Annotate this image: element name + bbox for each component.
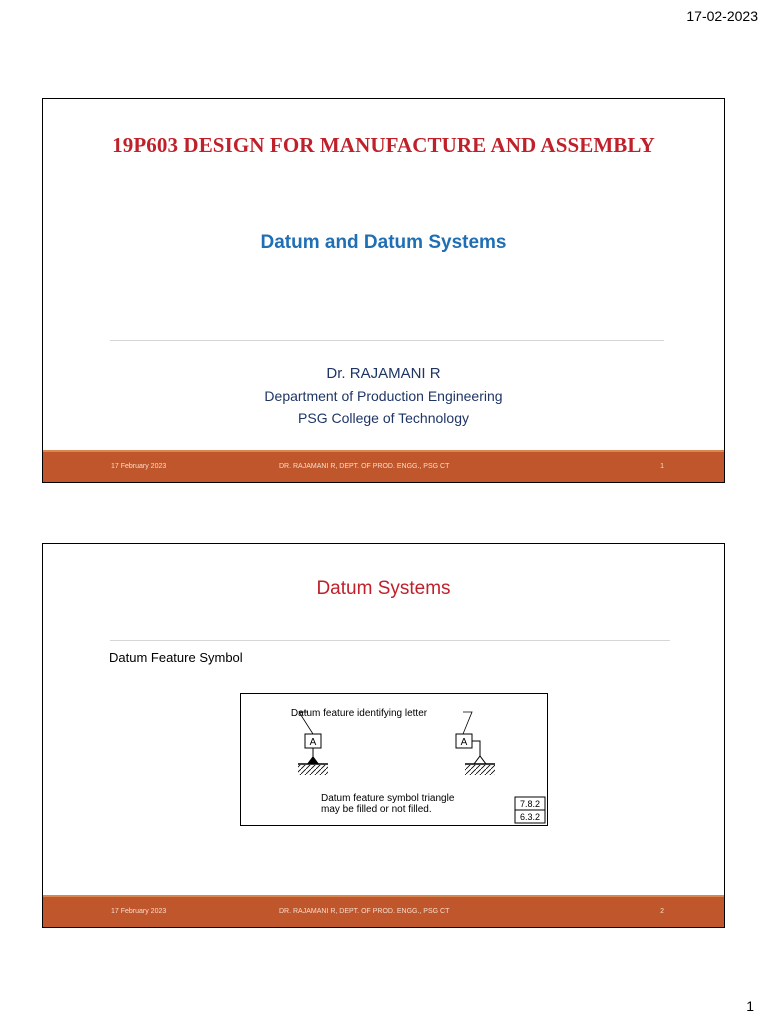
page-date: 17-02-2023 (686, 8, 758, 24)
footer-slide-number: 1 (660, 463, 664, 470)
caption-identifying-letter: Datum feature identifying letter (290, 708, 428, 719)
reference-1: 7.8.2 (519, 799, 541, 809)
open-triangle-icon (474, 756, 486, 764)
page-number: 1 (746, 998, 754, 1014)
title-divider (110, 640, 670, 641)
slide-footer (43, 895, 724, 927)
slide-footer (43, 450, 724, 482)
author-name: Dr. RAJAMANI R (326, 365, 441, 382)
author-department: Department of Production Engineering (264, 388, 503, 404)
slide-title: Datum Systems (316, 578, 451, 599)
hatch-surface-right (465, 765, 495, 775)
note-line-1: Datum feature symbol triangle (321, 793, 455, 804)
section-label: Datum Feature Symbol (109, 650, 243, 665)
title-divider (110, 340, 664, 341)
course-title: 19P603 DESIGN FOR MANUFACTURE AND ASSEMBLY (112, 133, 655, 157)
slide-2 (42, 543, 725, 928)
footer-date: 17 February 2023 (111, 908, 167, 915)
reference-2: 6.3.2 (519, 812, 541, 822)
footer-author: DR. RAJAMANI R, DEPT. OF PROD. ENGG., PSG CT (279, 463, 450, 470)
footer-slide-number: 2 (660, 908, 664, 915)
lecture-subtitle: Datum and Datum Systems (260, 232, 507, 253)
footer-date: 17 February 2023 (111, 463, 167, 470)
leader-line-right (463, 712, 472, 734)
note-line-2: may be filled or not filled. (321, 804, 432, 815)
slide-1 (42, 98, 725, 483)
datum-letter-right: A (460, 737, 468, 748)
author-college: PSG College of Technology (298, 410, 469, 426)
datum-symbol-diagram (241, 694, 546, 824)
hatch-surface-left (298, 765, 328, 775)
filled-triangle-icon (307, 756, 319, 764)
footer-author: DR. RAJAMANI R, DEPT. OF PROD. ENGG., PSG CT (279, 908, 450, 915)
datum-letter-left: A (309, 737, 317, 748)
datum-feature-symbol-figure (240, 693, 548, 826)
